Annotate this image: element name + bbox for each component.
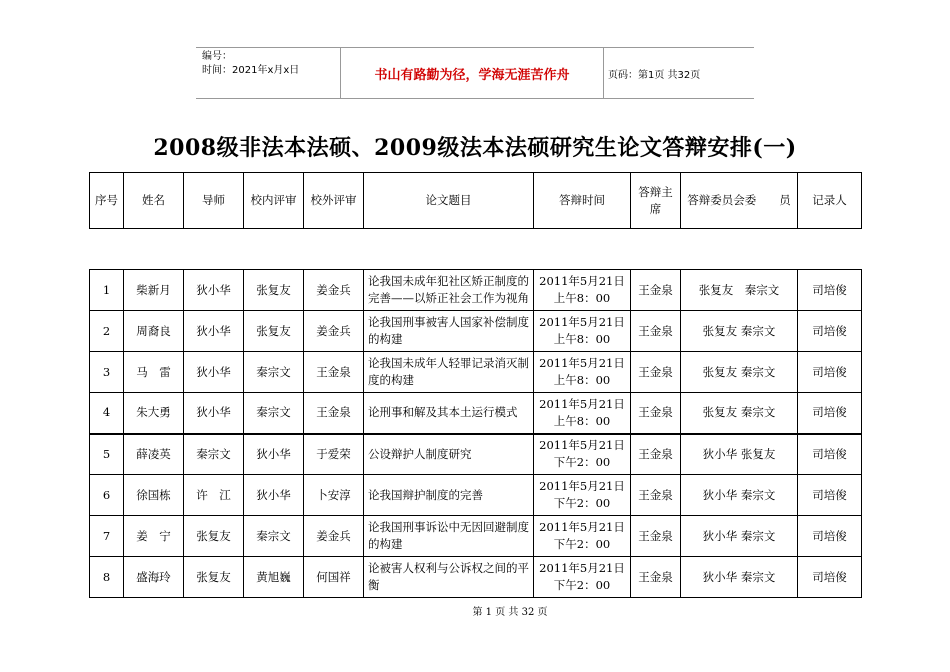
column-header: 校内评审 [244, 173, 304, 229]
table-row [90, 393, 862, 434]
table-cell: 2011年5月21日上午8：00 [534, 311, 631, 352]
table-cell: 论我国刑事被害人国家补偿制度的构建 [364, 311, 534, 352]
table-row [90, 516, 862, 557]
table-cell: 徐国栋 [124, 475, 184, 516]
table-cell: 张复友 秦宗文 [681, 270, 798, 311]
table-cell: 马 雷 [124, 352, 184, 393]
table-cell: 秦宗文 [244, 352, 304, 393]
table-cell: 2011年5月21日下午2：00 [534, 475, 631, 516]
table-cell: 司培俊 [798, 516, 862, 557]
table-cell: 狄小华 秦宗文 [681, 516, 798, 557]
table-cell: 2 [90, 311, 124, 352]
motto: 书山有路勤为径，学海无涯苦作舟 [340, 48, 604, 98]
column-header: 记录人 [798, 173, 862, 229]
table-cell: 王金泉 [304, 352, 364, 393]
table-cell: 狄小华 [244, 434, 304, 475]
table-cell: 1 [90, 270, 124, 311]
table-cell: 张复友 [244, 311, 304, 352]
column-header: 答辩时间 [534, 173, 631, 229]
table-cell: 盛海玲 [124, 557, 184, 598]
time-label: 时间：2021年x月x日 [202, 65, 300, 76]
table-cell: 论刑事和解及其本土运行模式 [364, 393, 534, 434]
table-cell: 姜金兵 [304, 516, 364, 557]
table-cell: 论被害人权利与公诉权之间的平衡 [364, 557, 534, 598]
column-header: 导师 [184, 173, 244, 229]
column-header: 答辩委员会委 员 [681, 173, 798, 229]
table-cell: 司培俊 [798, 475, 862, 516]
table-cell: 司培俊 [798, 393, 862, 434]
table-cell: 黄旭巍 [244, 557, 304, 598]
table-cell: 论我国未成年人轻罪记录消灭制度的构建 [364, 352, 534, 393]
table-cell: 柴新月 [124, 270, 184, 311]
table-cell: 朱大勇 [124, 393, 184, 434]
table-cell: 张复友 秦宗文 [681, 393, 798, 434]
table-cell: 司培俊 [798, 434, 862, 475]
table-row [90, 270, 862, 311]
defense-schedule-table [89, 172, 862, 598]
table-cell: 张复友 [184, 516, 244, 557]
table-cell: 4 [90, 393, 124, 434]
table-cell: 卜安淳 [304, 475, 364, 516]
table-cell: 2011年5月21日下午2：00 [534, 516, 631, 557]
page-footer: 第 1 页 共 32 页 [472, 607, 548, 618]
table-cell: 王金泉 [631, 516, 681, 557]
table-cell: 王金泉 [631, 311, 681, 352]
table-cell: 2011年5月21日上午8：00 [534, 270, 631, 311]
table-cell: 狄小华 [184, 352, 244, 393]
table-row [90, 311, 862, 352]
table-cell: 6 [90, 475, 124, 516]
table-cell: 论我国辩护制度的完善 [364, 475, 534, 516]
table-cell: 许 江 [184, 475, 244, 516]
table-cell: 王金泉 [304, 393, 364, 434]
table-cell: 司培俊 [798, 270, 862, 311]
table-cell: 秦宗文 [244, 516, 304, 557]
table-cell: 狄小华 秦宗文 [681, 557, 798, 598]
table-cell: 周裔良 [124, 311, 184, 352]
table-cell: 司培俊 [798, 352, 862, 393]
table-cell: 姜 宁 [124, 516, 184, 557]
document-header [196, 47, 754, 99]
table-cell: 王金泉 [631, 270, 681, 311]
column-header: 答辩主席 [631, 173, 681, 229]
row-divider [90, 229, 862, 270]
table-cell: 2011年5月21日上午8：00 [534, 352, 631, 393]
column-header: 序号 [90, 173, 124, 229]
table-cell: 司培俊 [798, 557, 862, 598]
table-cell: 张复友 秦宗文 [681, 352, 798, 393]
table-cell: 论我国刑事诉讼中无因回避制度的构建 [364, 516, 534, 557]
column-header: 姓名 [124, 173, 184, 229]
table-row [90, 557, 862, 598]
table-cell: 公设辩护人制度研究 [364, 434, 534, 475]
page-label: 页码：第1页 共32页 [608, 69, 701, 81]
table-cell: 王金泉 [631, 393, 681, 434]
table-cell: 狄小华 [184, 311, 244, 352]
table-cell: 薛凌英 [124, 434, 184, 475]
table-cell: 张复友 秦宗文 [681, 311, 798, 352]
table-cell: 5 [90, 434, 124, 475]
table-cell: 狄小华 张复友 [681, 434, 798, 475]
table-cell: 姜金兵 [304, 270, 364, 311]
table-row [90, 434, 862, 475]
table-cell: 狄小华 [184, 270, 244, 311]
table-body [90, 229, 862, 598]
table-cell: 狄小华 [244, 475, 304, 516]
table-cell: 秦宗文 [184, 434, 244, 475]
table-cell: 王金泉 [631, 352, 681, 393]
table-cell: 2011年5月21日下午2：00 [534, 434, 631, 475]
column-header: 论文题目 [364, 173, 534, 229]
table-row [90, 352, 862, 393]
table-cell: 张复友 [244, 270, 304, 311]
table-cell: 2011年5月21日下午2：00 [534, 557, 631, 598]
table-cell: 王金泉 [631, 434, 681, 475]
header-meta [196, 48, 340, 98]
table-cell: 8 [90, 557, 124, 598]
table-cell: 王金泉 [631, 557, 681, 598]
table-cell: 秦宗文 [244, 393, 304, 434]
table-cell: 王金泉 [631, 475, 681, 516]
table-cell: 于爱荣 [304, 434, 364, 475]
table-cell: 3 [90, 352, 124, 393]
table-cell: 论我国未成年犯社区矫正制度的完善——以矫正社会工作为视角 [364, 270, 534, 311]
page-title: 2008级非法本法硕、2009级法本法硕研究生论文答辩安排(一) [153, 135, 797, 161]
table-cell: 狄小华 [184, 393, 244, 434]
table-cell: 何国祥 [304, 557, 364, 598]
column-header: 校外评审 [304, 173, 364, 229]
table-cell: 狄小华 秦宗文 [681, 475, 798, 516]
table-cell: 姜金兵 [304, 311, 364, 352]
table-cell: 司培俊 [798, 311, 862, 352]
table-header-row [90, 173, 862, 229]
table-cell: 7 [90, 516, 124, 557]
table-cell: 张复友 [184, 557, 244, 598]
table-row [90, 475, 862, 516]
table-cell: 2011年5月21日上午8：00 [534, 393, 631, 434]
number-label: 编号： [202, 51, 232, 62]
